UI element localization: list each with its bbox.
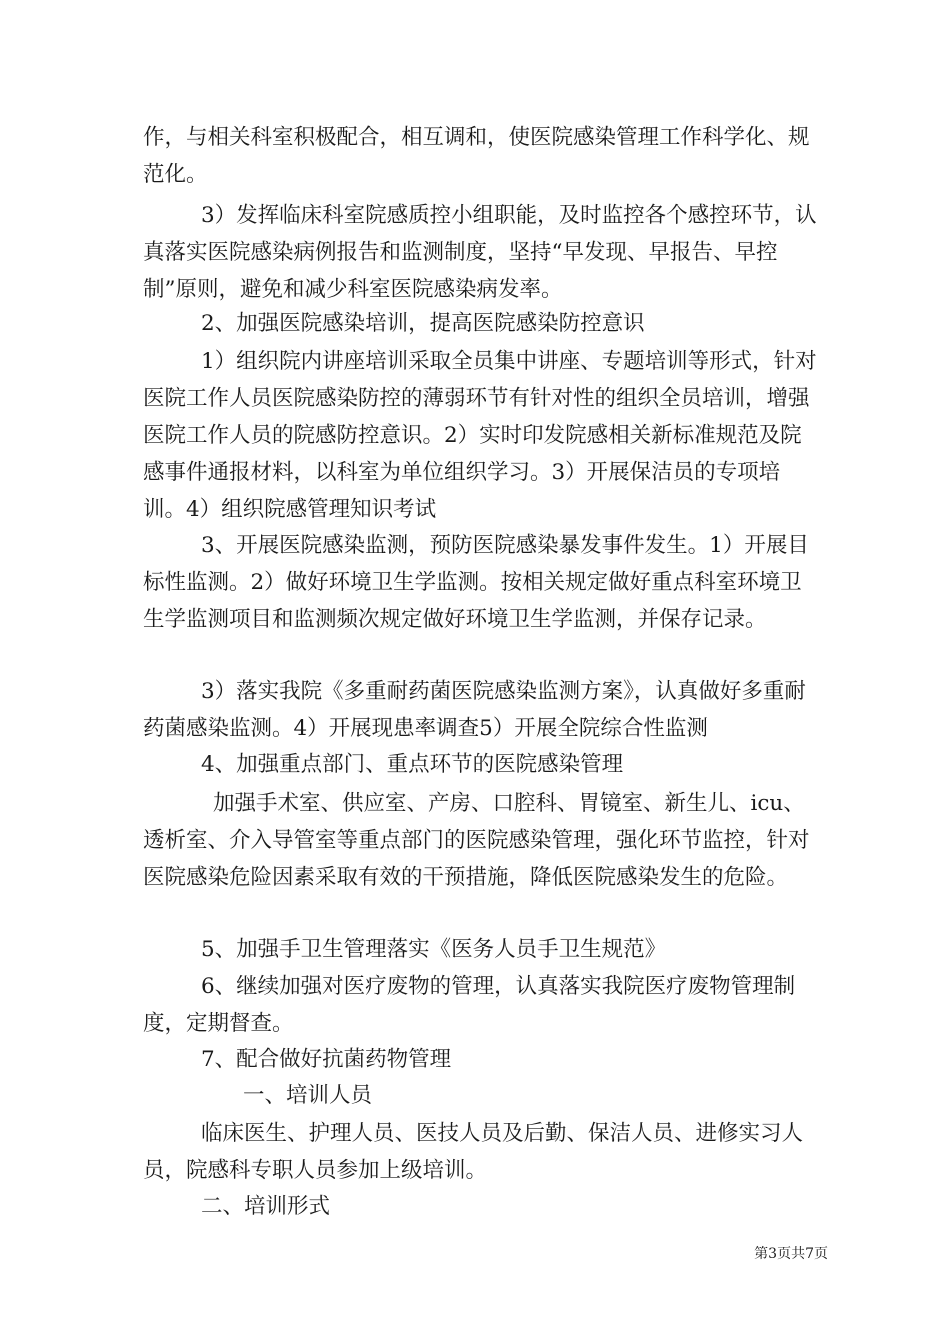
paragraph-item-3: 3）发挥临床科室院感质控小组职能，及时监控各个感控环节，认真落实医院感染病例报告和监测制度，坚持“早发现、早报告、早控制”原则，避免和减少科室医院感染病发率。: [143, 203, 817, 302]
section-heading-6: 6、继续加强对医疗废物的管理，认真落实我院医疗废物管理制度，定期督查。: [143, 974, 796, 1036]
paragraph-training-personnel: 临床医生、护理人员、医技人员及后勤、保洁人员、进修实习人员，院感科专职人员参加上级培训。: [143, 1121, 804, 1183]
paragraph-continuation: 作，与相关科室积极配合，相互调和，使医院感染管理工作科学化、规范化。: [143, 125, 810, 187]
section-heading-5: 5、加强手卫生管理落实《医务人员手卫生规范》: [201, 937, 667, 962]
heading-training-form: 二、培训形式: [201, 1194, 331, 1219]
section-heading-7: 7、配合做好抗菌药物管理: [201, 1047, 452, 1072]
section-heading-2: 2、加强医院感染培训，提高医院感染防控意识: [201, 311, 645, 336]
page-number-footer: 第3页共7页: [754, 1246, 828, 1262]
paragraph-monitoring: 3）落实我院《多重耐药菌医院感染监测方案》，认真做好多重耐药菌感染监测。4）开展现患率调查5）开展全院综合性监测: [143, 679, 806, 741]
paragraph-key-departments: 加强手术室、供应室、产房、口腔科、胃镜室、新生儿、icu、透析室、介入导管室等重点部门的医院感染管理，强化环节监控，针对医院感染危险因素采取有效的干预措施，降低医院感染发生的危险。: [143, 791, 810, 890]
paragraph-training: 1）组织院内讲座培训采取全员集中讲座、专题培训等形式，针对医院工作人员医院感染防控的薄弱环节有针对性的组织全员培训，增强医院工作人员的院感防控意识。2）实时印发院感相关新标准规范及院感事件通报材料，以科室为单位组织学习。3）开展保洁员的专项培训。4）组织院感管理知识考试: [143, 349, 817, 522]
heading-training-personnel: 一、培训人员: [243, 1083, 373, 1108]
section-heading-4: 4、加强重点部门、重点环节的医院感染管理: [201, 752, 624, 777]
section-heading-3: 3、开展医院感染监测，预防医院感染暴发事件发生。1）开展目标性监测。2）做好环境卫生学监测。按相关规定做好重点科室环境卫生学监测项目和监测频次规定做好环境卫生学监测，并保存记录。: [143, 533, 809, 632]
